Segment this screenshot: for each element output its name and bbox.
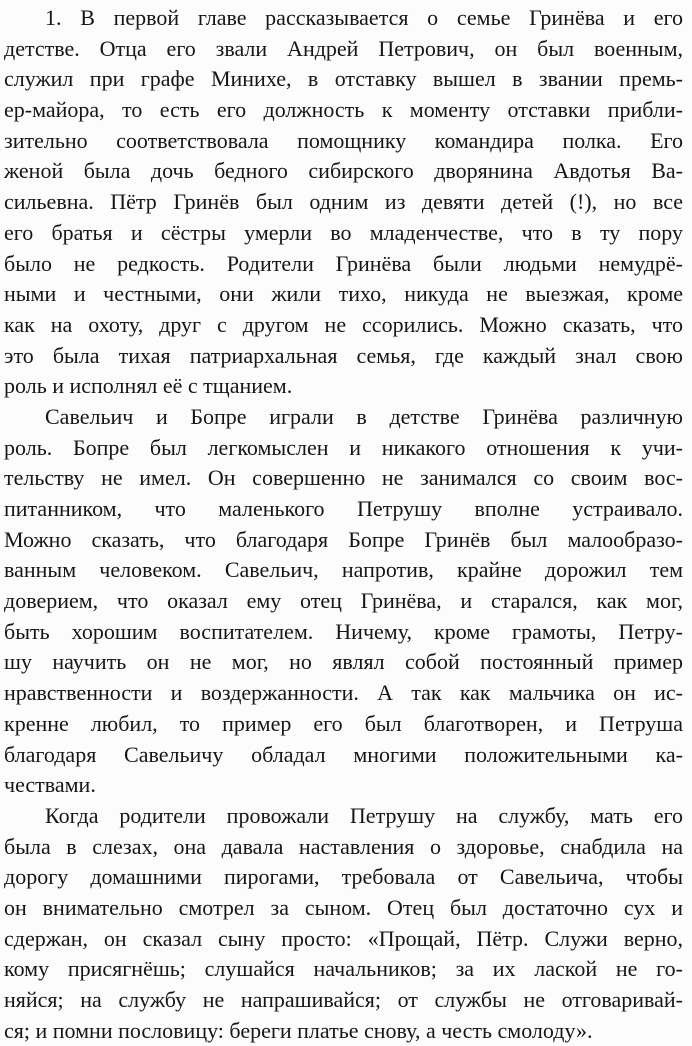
text-line: быть хорошим воспитателем. Ничему, кроме грамоты, Петру- bbox=[4, 618, 683, 644]
text-line: кренне любил, то пример его был благотворен, и Петруша bbox=[4, 710, 683, 736]
text-line: ванным человеком. Савельич, напротив, крайне дорожил тем bbox=[4, 557, 683, 583]
text-line: дорогу домашними пирогами, требовала от Савельича, чтобы bbox=[4, 864, 683, 890]
paragraph bbox=[4, 402, 683, 801]
text-line: няйся; на службу не напрашивайся; от службы не отговаривай- bbox=[4, 987, 683, 1012]
text-line: сдержан, он сказал сыну просто: «Прощай, Пётр. Служи верно, bbox=[4, 925, 683, 951]
text-line: чествами. bbox=[4, 772, 96, 798]
text-line: зительно соответствовала помощнику командира полка. Его bbox=[4, 127, 683, 153]
text-line: была в слезах, она давала наставления о здоровье, снабдила на bbox=[4, 833, 683, 859]
text-line: доверием, что оказал ему отец Гринёва, и старался, как мог, bbox=[4, 588, 683, 614]
text-line: роль и исполнял её с тщанием. bbox=[4, 373, 293, 399]
text-line: тельству не имел. Он совершенно не занимался со своим вос- bbox=[4, 465, 683, 491]
text-line: нравственности и воздержанности. А так как мальчика он ис- bbox=[4, 680, 683, 706]
text-line: его братья и сёстры умерли во младенчестве, что в ту пору bbox=[4, 219, 683, 245]
text-line: сильевна. Пётр Гринёв был одним из девяти детей (!), но все bbox=[4, 189, 683, 215]
text-line: женой была дочь бедного сибирского дворянина Авдотья Ва- bbox=[4, 158, 683, 184]
text-line: благодаря Савельичу обладал многими положительными ка- bbox=[4, 741, 683, 767]
text-line: ер-майора, то есть его должность к моменту отставки прибли- bbox=[4, 97, 683, 123]
text-line: кому присягнёшь; слушайся начальников; за их лаской не го- bbox=[4, 956, 683, 982]
text-line: Когда родители провожали Петрушу на службу, мать его bbox=[45, 802, 683, 828]
text-line: Савельич и Бопре играли в детстве Гринёва различную bbox=[45, 403, 683, 429]
text-line: служил при графе Минихе, в отставку вышел в звании премь- bbox=[4, 66, 683, 92]
text-line: было не редкость. Родители Гринёва были людьми немудрё- bbox=[4, 250, 683, 276]
text-line: детстве. Отца его звали Андрей Петрович, он был военным, bbox=[4, 35, 683, 61]
text-line: это была тихая патриархальная семья, где каждый знал свою bbox=[4, 342, 683, 368]
text-line: 1. В первой главе рассказывается о семье Гринёва и его bbox=[45, 5, 683, 30]
paragraph bbox=[4, 3, 683, 402]
text-line: роль. Бопре был легкомыслен и никакого отношения к учи- bbox=[4, 434, 683, 460]
text-line: ся; и помни пословицу: береги платье снову, а честь смолоду». bbox=[4, 1017, 593, 1043]
text-line: он внимательно смотрел за сыном. Отец был достаточно сух и bbox=[4, 894, 683, 920]
text-line: питанником, что маленького Петрушу вполне устраивало. bbox=[4, 496, 683, 521]
text-line: Можно сказать, что благодаря Бопре Гринёв был малообразо- bbox=[4, 526, 683, 552]
text-line: ными и честными, они жили тихо, никуда не выезжая, кроме bbox=[4, 281, 683, 307]
text-line: как на охоту, друг с другом не ссорились. Можно сказать, что bbox=[4, 311, 683, 337]
paragraph bbox=[4, 801, 683, 1046]
text-line: шу научить он не мог, но являл собой постоянный пример bbox=[4, 649, 683, 675]
